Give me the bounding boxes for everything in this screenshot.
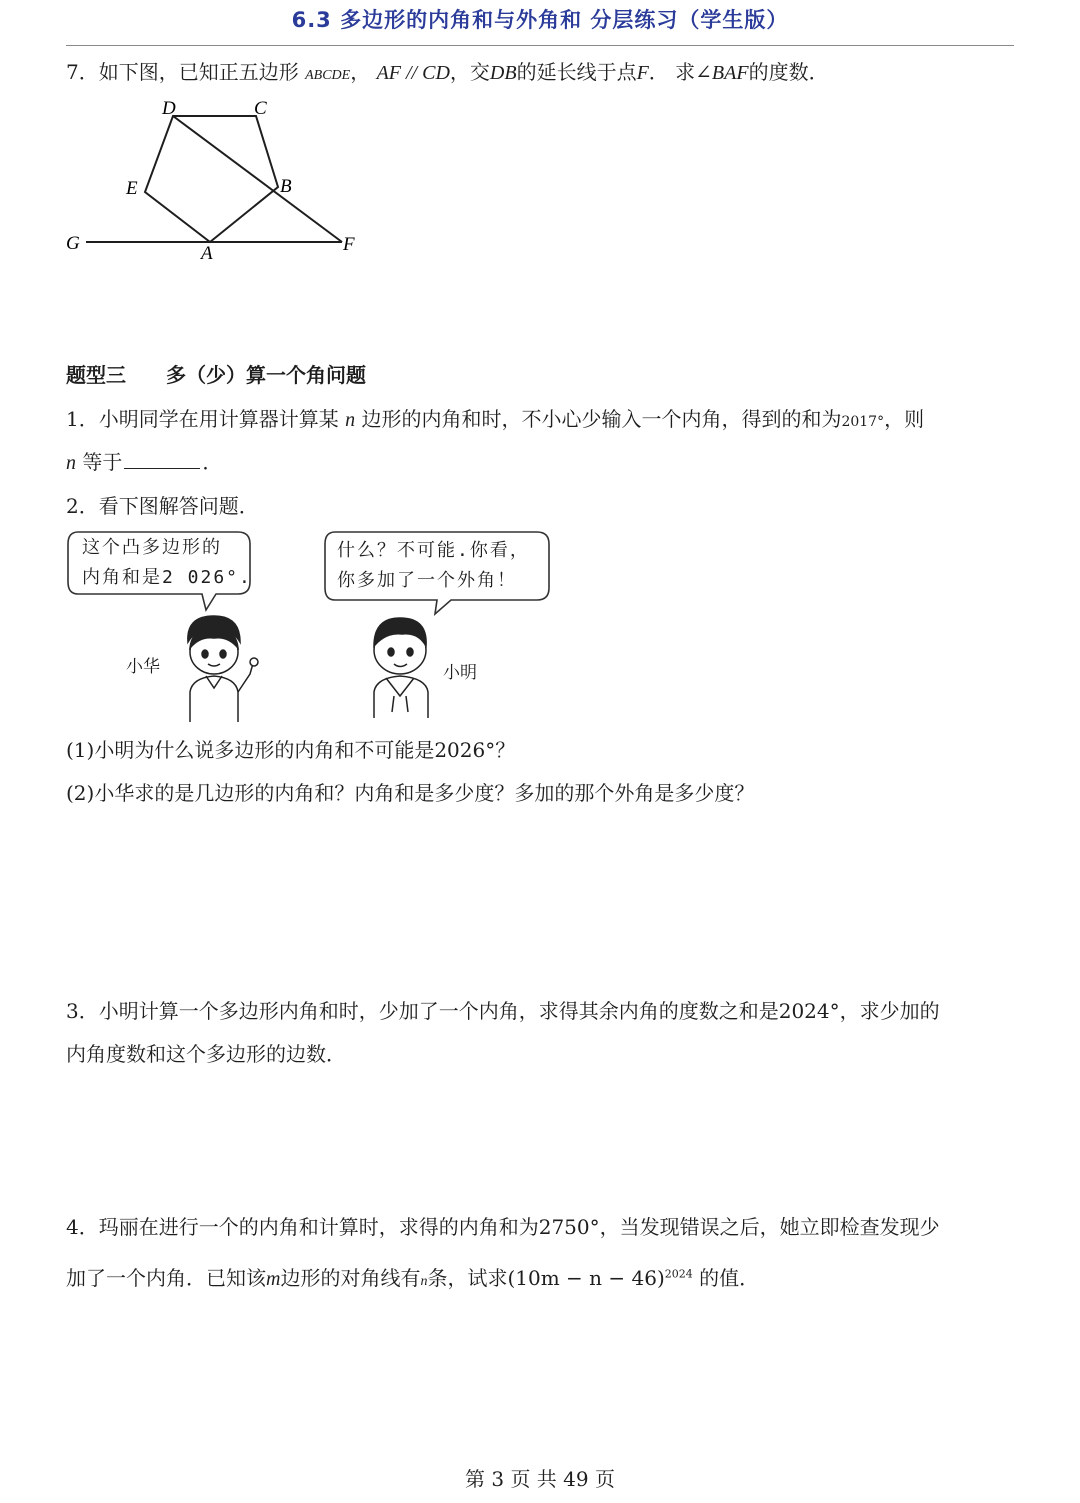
problem-1-line-2: n 等于 ．: [66, 450, 223, 474]
label-f: F: [343, 234, 355, 255]
label-e: E: [126, 178, 138, 199]
label-c: C: [254, 98, 267, 119]
answer-blank[interactable]: [124, 450, 200, 469]
bubble-left-text: 这个凸多边形的 内角和是2 026°.: [82, 537, 252, 588]
header-divider: [66, 45, 1014, 46]
label-d: D: [162, 98, 176, 119]
expression: (10m − n − 46): [507, 1266, 665, 1290]
pentagon-name: ABCDE: [305, 68, 351, 83]
name-xiaohua: 小华: [126, 657, 160, 677]
label-a: A: [201, 243, 213, 264]
xiaoming-figure: [364, 612, 440, 720]
section-heading: 题型三 多（少）算一个角问题: [66, 363, 366, 387]
problem-2-sub-2: (2)小华求的是几边形的内角和？内角和是多少度？多加的那个外角是多少度？: [66, 781, 755, 805]
parallel-condition: AF // CD: [376, 62, 450, 84]
page-title: 6.3 多边形的内角和与外角和 分层练习（学生版）: [291, 8, 789, 32]
problem-2-stem: 2．看下图解答问题．: [66, 494, 259, 518]
problem-3-line-2: 内角度数和这个多边形的边数．: [66, 1042, 346, 1066]
angle-bAF: ∠BAF: [695, 62, 749, 84]
name-xiaoming: 小明: [443, 663, 477, 683]
line-db-extended: [173, 116, 342, 242]
problem-4-line-2: 加了一个内角．已知该m边形的对角线有n条，试求$(10m - n - 46)^{2024}$ 的值．: [66, 1266, 760, 1290]
pentagon-figure: [60, 92, 370, 267]
xiaohua-figure: [178, 612, 268, 724]
exponent: 2024: [664, 1267, 693, 1281]
problem-4-line-1: 4．玛丽在进行一个的内角和计算时，求得的内角和为2750°，当发现错误之后，她立即检查发现少: [66, 1215, 940, 1239]
label-g: G: [66, 233, 80, 254]
problem-3-line-1: 3．小明计算一个多边形内角和时，少加了一个内角，求得其余内角的度数之和是2024°，求少加的: [66, 999, 940, 1023]
bubble-right-text: 什么？不可能.你看， 你多加了一个外角！: [337, 540, 530, 591]
label-b: B: [280, 176, 292, 197]
problem-1-line-1: 1．小明同学在用计算器计算某 n 边形的内角和时，不小心少输入一个内角，得到的和为2017°，则: [66, 407, 925, 431]
page-footer: 第 3 页 共 49 页: [465, 1467, 615, 1491]
question-7: 7．如下图，已知正五边形 ABCDE， AF // CD，交DB的延长线于点F． 求∠BAF的度数．: [66, 60, 829, 84]
problem-2-sub-1: (1)小明为什么说多边形的内角和不可能是2026°？: [66, 738, 516, 762]
question-number: 7．: [66, 60, 99, 84]
